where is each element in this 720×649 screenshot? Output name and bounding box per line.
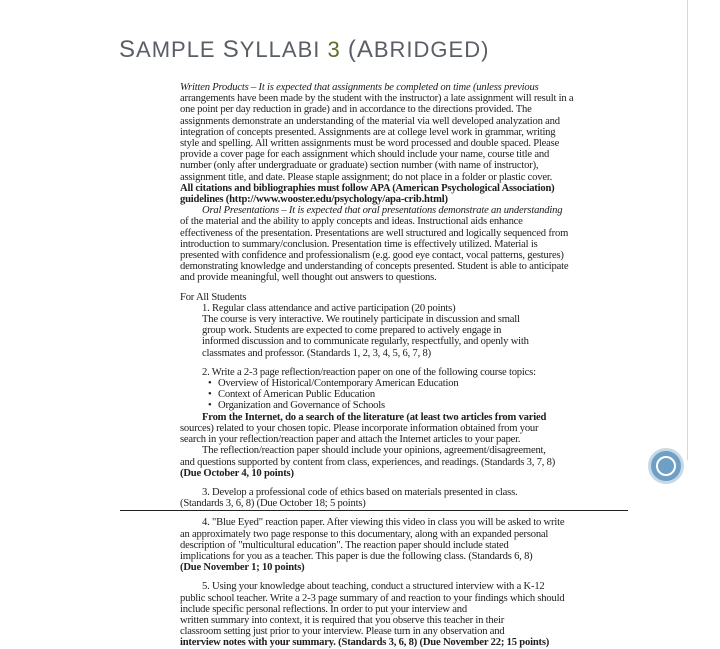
syllabus-line: of the material and the ability to apply concepts and ideas. Instructional aids enhance (180, 216, 523, 228)
syllabus-line: 4. "Blue Eyed" reaction paper. After viewing this video in class you will be asked to write (202, 517, 565, 529)
syllabus-line: 3. Develop a professional code of ethics based on materials presented in class. (202, 486, 518, 498)
syllabus-line: For All Students (180, 291, 247, 303)
syllabus-line: and provide meaningful, well thought out answers to questions. (180, 272, 437, 284)
syllabus-line: and questions supported by content from class, experiences, and readings. (Standards 3, 7, 8) (180, 456, 556, 468)
syllabus-line: provide a cover page for each assignment which should include your name, course title and (180, 149, 550, 161)
syllabus-line: one point per day reduction in grade) and in accordance to the directions provided. The (180, 104, 532, 116)
syllabus-line: search in your reflection/reaction paper and attach the Internet articles to your paper. (180, 434, 521, 446)
syllabus-line: (Standards 3, 6, 8) (Due October 18; 5 points) (180, 498, 366, 510)
syllabus-line: integration of concepts presented. Assignments are at college level work in grammar, writing (180, 126, 556, 138)
bottom-rule (120, 510, 628, 511)
title-initial-s: S (119, 36, 137, 63)
right-border-line (687, 0, 688, 460)
syllabus-line: style and spelling. All written assignments must be word processed and double spaced. Please (180, 138, 560, 150)
syllabus-line: classroom setting just prior to your interview. Please turn in any observation and (180, 626, 505, 638)
syllabus-line: arrangements have been made by the student with the instructor) a late assignment will result in a (180, 93, 574, 105)
syllabus-line: assignment title, and date. Please staple assignment; do not place in a folder or plastic cover. (180, 171, 553, 183)
syllabus-line: demonstrating knowledge and understanding of concepts presented. Student is able to anticipate (180, 261, 569, 273)
syllabus-line: introduction to summary/conclusion. Presentation time is effectively utilized. Material is (180, 238, 538, 250)
syllabus-line: Written Products – It is expected that assignments be completed on time (unless previous (180, 82, 539, 93)
syllabus-line: assignments demonstrate an understanding of the material via well developed analyzation and (180, 115, 560, 127)
syllabus-line: (Due October 4, 10 points) (180, 467, 294, 479)
title-number: 3 (327, 37, 341, 62)
syllabus-line: 1. Regular class attendance and active participation (20 points) (202, 302, 456, 314)
syllabus-line: • Overview of Historical/Contemporary American Education (180, 378, 580, 389)
syllabus-line: 2. Write a 2-3 page reflection/reaction paper on one of the following course topics: (202, 366, 536, 378)
syllabus-line: public school teacher. Write a 2-3 page summary of and reaction to your findings which should (180, 592, 565, 604)
syllabus-line: • Context of American Public Education (180, 389, 580, 400)
title-word-bridged: BRIDGED) (373, 37, 490, 62)
paragraph-gap (180, 284, 580, 292)
syllabus-line: The course is very interactive. We routinely participate in discussion and small (202, 314, 520, 326)
slide-title (119, 30, 489, 70)
syllabus-line: implications for you as a teacher. This paper is due the following class. (Standards 6, 8) (180, 550, 533, 562)
syllabus-line: All citations and bibliographies must follow APA (American Psychological Association) (180, 182, 555, 194)
syllabus-line: • Organization and Governance of Schools (180, 400, 580, 411)
syllabus-scan-image (180, 82, 580, 649)
syllabus-line: effectiveness of the presentation. Presentations are well structured and logically sequenced from (180, 227, 569, 239)
syllabus-line: From the Internet, do a search of the literature (at least two articles from varied (202, 411, 547, 423)
title-paren-open: (A (347, 36, 374, 63)
paragraph-gap (180, 359, 580, 367)
paragraph-gap (180, 573, 580, 581)
decorative-circle-icon (648, 448, 684, 484)
syllabus-line: sources) related to your chosen topic. Please incorporate information obtained from your (180, 422, 539, 434)
syllabus-line: (Due November 1; 10 points) (180, 562, 305, 574)
syllabus-line: number (only after undergraduate or graduate) section number (with name of instructor), (180, 160, 539, 172)
syllabus-line: interview notes with your summary. (Standards 3, 6, 8) (Due November 22; 15 points) (180, 637, 550, 649)
title-word-yllabi: YLLABI (239, 37, 321, 62)
syllabus-line: presented with confidence and professionalism (e.g. good eye contact, vocal patterns, gestures) (180, 250, 564, 262)
syllabus-line: description of "multicultural education". The reaction paper should include stated (180, 539, 509, 551)
syllabus-line: informed discussion and to communicate regularly, respectfully, and openly with (202, 336, 529, 348)
syllabus-line: guidelines (http://www.wooster.edu/psychology/apa-crib.html) (180, 194, 448, 206)
syllabus-line: classmates and professor. (Standards 1, 2, 3, 4, 5, 6, 7, 8) (202, 347, 431, 359)
paragraph-gap (180, 479, 580, 487)
title-initial-s2: S (222, 36, 240, 63)
syllabus-line: 5. Using your knowledge about teaching, conduct a structured interview with a K-12 (202, 581, 545, 593)
syllabus-line: written summary into context, it is required that you observe this teacher in their (180, 614, 505, 626)
syllabus-line: group work. Students are expected to come prepared to actively engage in (202, 325, 502, 337)
syllabus-line: Oral Presentations – It is expected that oral presentations demonstrate an understanding (202, 205, 563, 217)
syllabus-line: an approximately two page response to this documentary, along with an expanded personal (180, 528, 549, 540)
syllabus-line: The reflection/reaction paper should include your opinions, agreement/disagreement, (202, 445, 546, 457)
syllabus-line: include specific personal reflections. In order to put your interview and (180, 603, 467, 615)
title-word-ample: AMPLE (136, 37, 216, 62)
